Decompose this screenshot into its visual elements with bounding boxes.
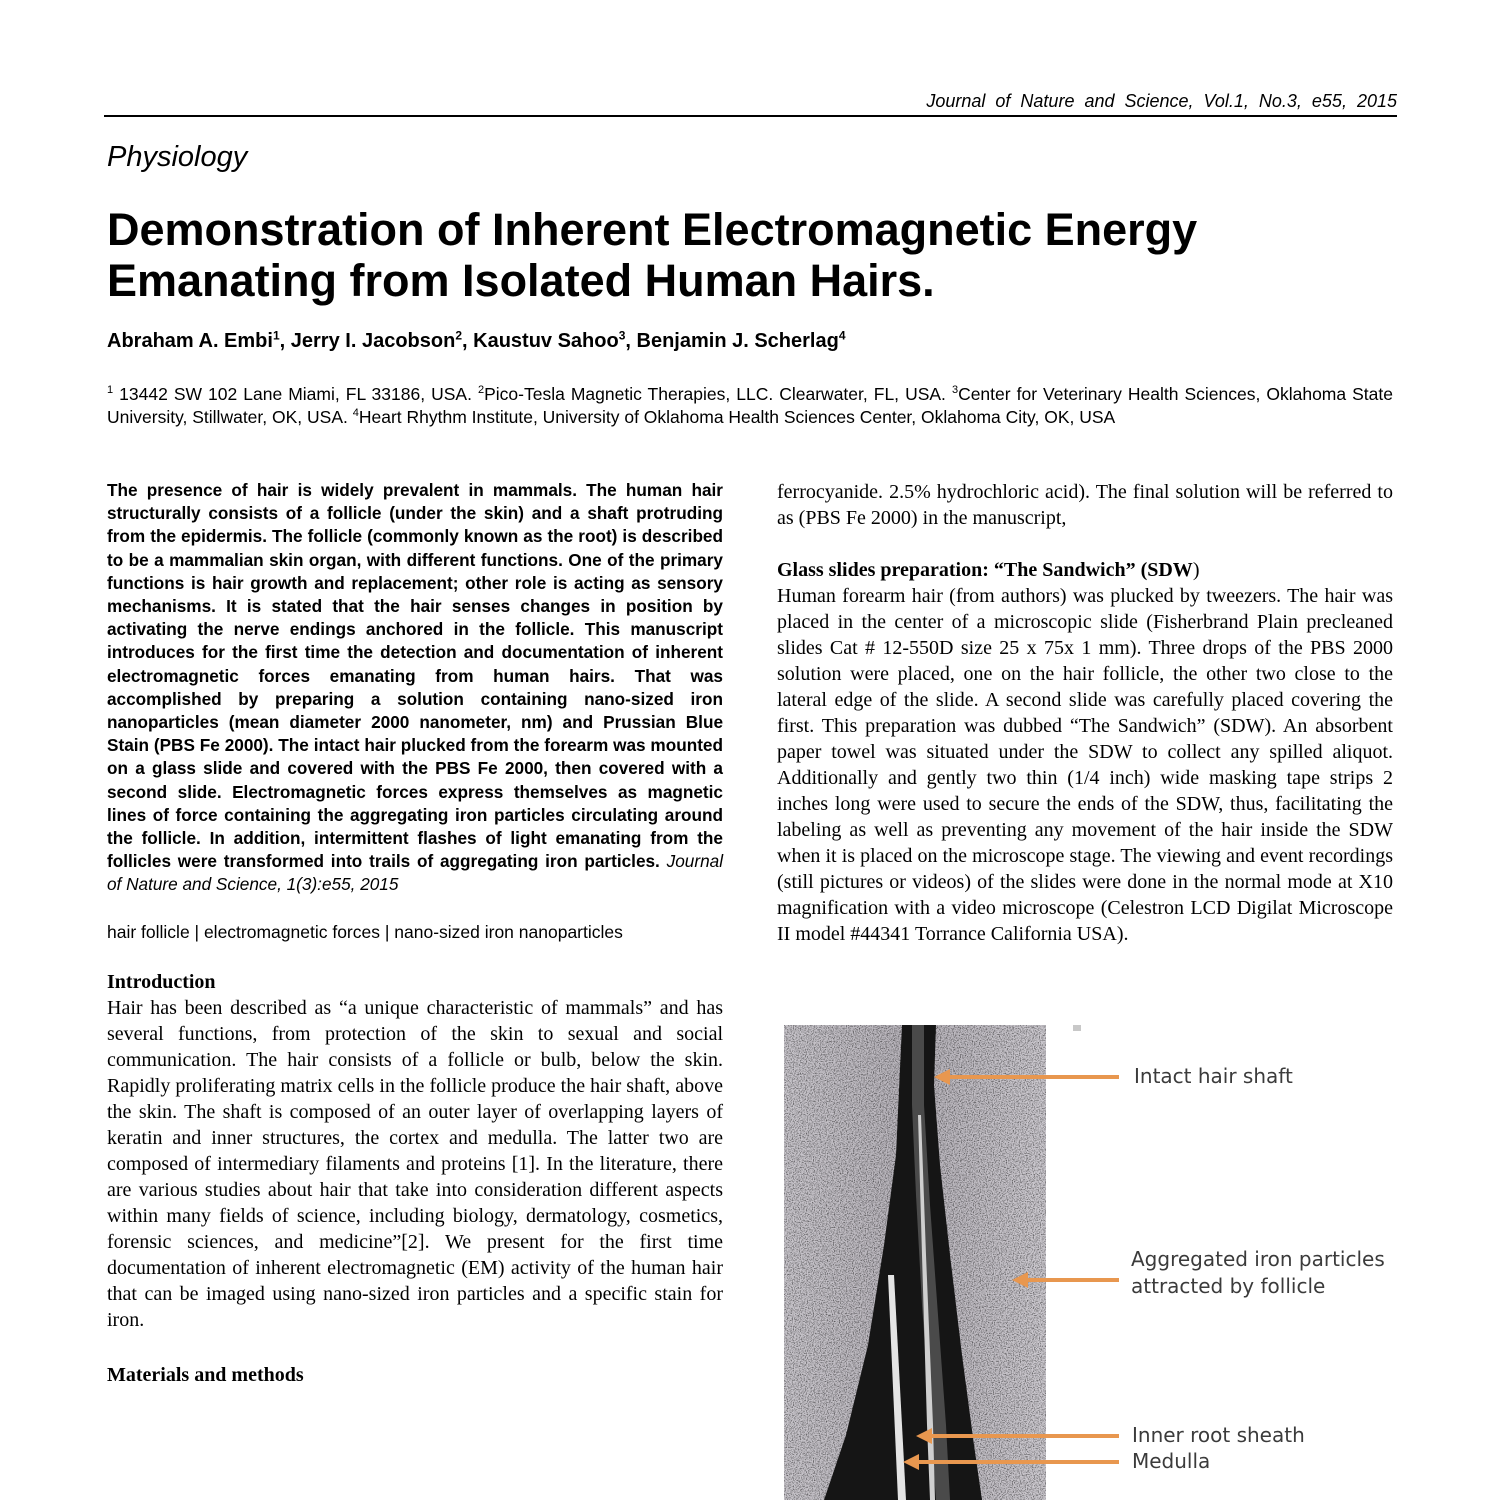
glass-heading-bold: Glass slides preparation: “The Sandwich” (SDW [777,559,1193,581]
journal-header: Journal of Nature and Science, Vol.1, No.3, e55, 2015 [926,91,1397,111]
author-sup: 1 [272,328,280,343]
introduction-text: Hair has been described as “a unique characteristic of mammals” and has several functions, from protection of the skin to sexual and social communication. The hair consists of a follicle or bulb, below the skin. Rapidly proliferating matrix cells in the follicle produce the hair shaft, above the skin. The shaft is composed of an outer layer of overlapping layers of keratin and inner structures, the cortex and medulla. The latter two are composed of intermediary filaments and proteins [1]. In the literature, there are various studies about hair that take into consideration different aspects within many fields of science, including biology, dermatology, cosmetics, forensic sciences, and medicine”[2]. We present for the first time documentation of inherent electromagnetic (EM) activity of the human hair that can be imaged using nano-sized iron particles and a specific stain for iron. [107,996,723,1331]
header-rule [104,115,1397,117]
right-column [777,479,1393,947]
author-name: Kaustuv Sahoo [473,330,619,352]
author-sep: , [462,330,474,352]
glass-slides-text: Human forearm hair (from authors) was plucked by tweezers. The hair was placed in the center of a microscopic slide (Fisherbrand Plain precleaned slides Cat # 12-550D size 25 x 75x 1 mm). Three drops of the PBS 2000 solution were placed, one on the hair follicle, the other two close to the lateral edge of the slide. A second slide was carefully placed covering the first. This preparation was dubbed “The Sandwich” (SDW). An absorbent paper towel was situated under the SDW to collect any spilled aliquot. Additionally and gently two thin (1/4 inch) wide masking tape strips 2 inches long were used to secure the ends of the SDW, thus, facilitating the labeling as well as preventing any movement of the hair inside the SDW when it is placed on the microscope stage. The viewing and event recordings (still pictures or videos) of the slides were done in the normal mode at X10 magnification with a video microscope (Celestron LCD Digilat Microscope II model #44341 Torrance California USA). [777,585,1393,945]
paper-title [107,204,1397,306]
glass-slides-heading [777,557,1393,583]
title-line-1: Demonstration of Inherent Electromagnetic Energy [107,204,1198,255]
abstract [107,479,723,897]
glass-heading-end: ) [1192,559,1200,581]
author-name: Benjamin J. Scherlag [636,330,839,352]
affil-sup: 1 [107,384,114,397]
label-intact-hair-shaft: Intact hair shaft [1134,1064,1293,1088]
continuation-text: ferrocyanide. 2.5% hydrochloric acid). The final solution will be referred to as (PBS Fe 2000) in the manuscript, [777,481,1393,529]
affil-text: Heart Rhythm Institute, University of Oklahoma Health Sciences Center, Oklahoma City, OK, USA [358,407,1116,427]
author-sep: , [279,330,291,352]
abstract-text: The presence of hair is widely prevalent in mammals. The human hair structurally consists of a follicle (under the skin) and a shaft protruding from the epidermis. The follicle (commonly known as the root) is described to be a mammalian skin organ, with different functions. One of the primary functions is hair growth and replacement; other role is acting as sensory mechanisms. It is stated that the hair senses changes in position by activating the nerve endings anchored in the follicle. This manuscript introduces for the first time the detection and documentation of inherent electromagnetic forces emanating from human hairs. That was accomplished by preparing a solution containing nano-sized iron nanoparticles (mean diameter 2000 nanometer, nm) and Prussian Blue Stain (PBS Fe 2000). The intact hair plucked from the forearm was mounted on a glass slide and covered with the PBS Fe 2000, then covered with a second slide. Electromagnetic forces express themselves as magnetic lines of force containing the aggregating iron particles circulating around the follicle. In addition, intermittent flashes of light emanating from the follicles were transformed into trails of aggregating iron particles. [107,480,723,872]
title-line-2: Emanating from Isolated Human Hairs. [107,255,935,306]
affil-text: Center for Veterinary Health Sciences, Oklahoma State University, Stillwater, OK, USA. [107,384,1393,427]
affil-text: 13442 SW 102 Lane Miami, FL 33186, USA. [113,384,478,404]
author-list [107,330,846,353]
affil-sup: 3 [951,384,959,397]
keywords: hair follicle | electromagnetic forces | nano-sized iron nanoparticles [107,921,623,942]
label-medulla: Medulla [1132,1449,1211,1473]
affil-sup: 2 [477,384,485,397]
arrow-inner-root [916,1428,1119,1444]
arrow-shaft [934,1069,1119,1085]
author-sup: 4 [838,328,846,343]
label-aggregated-particles [1131,1246,1385,1300]
abstract-citation: Journal of Nature and Science, 1(3):e55, 2015 [107,851,724,895]
section-label: Physiology [107,141,248,173]
hair-micrograph-figure [784,1025,1386,1500]
introduction-heading: Introduction [107,970,216,993]
left-column [107,479,723,1388]
author-name: Jerry I. Jacobson [290,330,456,352]
affiliations [107,383,1393,429]
arrow-aggregated [1012,1272,1119,1288]
author-name: Abraham A. Embi [107,330,273,352]
label-aggregated-line2: attracted by follicle [1131,1274,1326,1298]
label-aggregated-line1: Aggregated iron particles [1131,1247,1385,1271]
affil-text: Pico-Tesla Magnetic Therapies, LLC. Clearwater, FL, USA. [484,384,952,404]
author-sep: , [625,330,637,352]
label-inner-root-sheath: Inner root sheath [1132,1423,1305,1447]
author-sup: 2 [455,328,462,343]
materials-heading: Materials and methods [107,1363,304,1386]
author-sup: 3 [618,328,626,343]
affil-sup: 4 [352,407,359,420]
arrow-medulla [903,1454,1119,1470]
